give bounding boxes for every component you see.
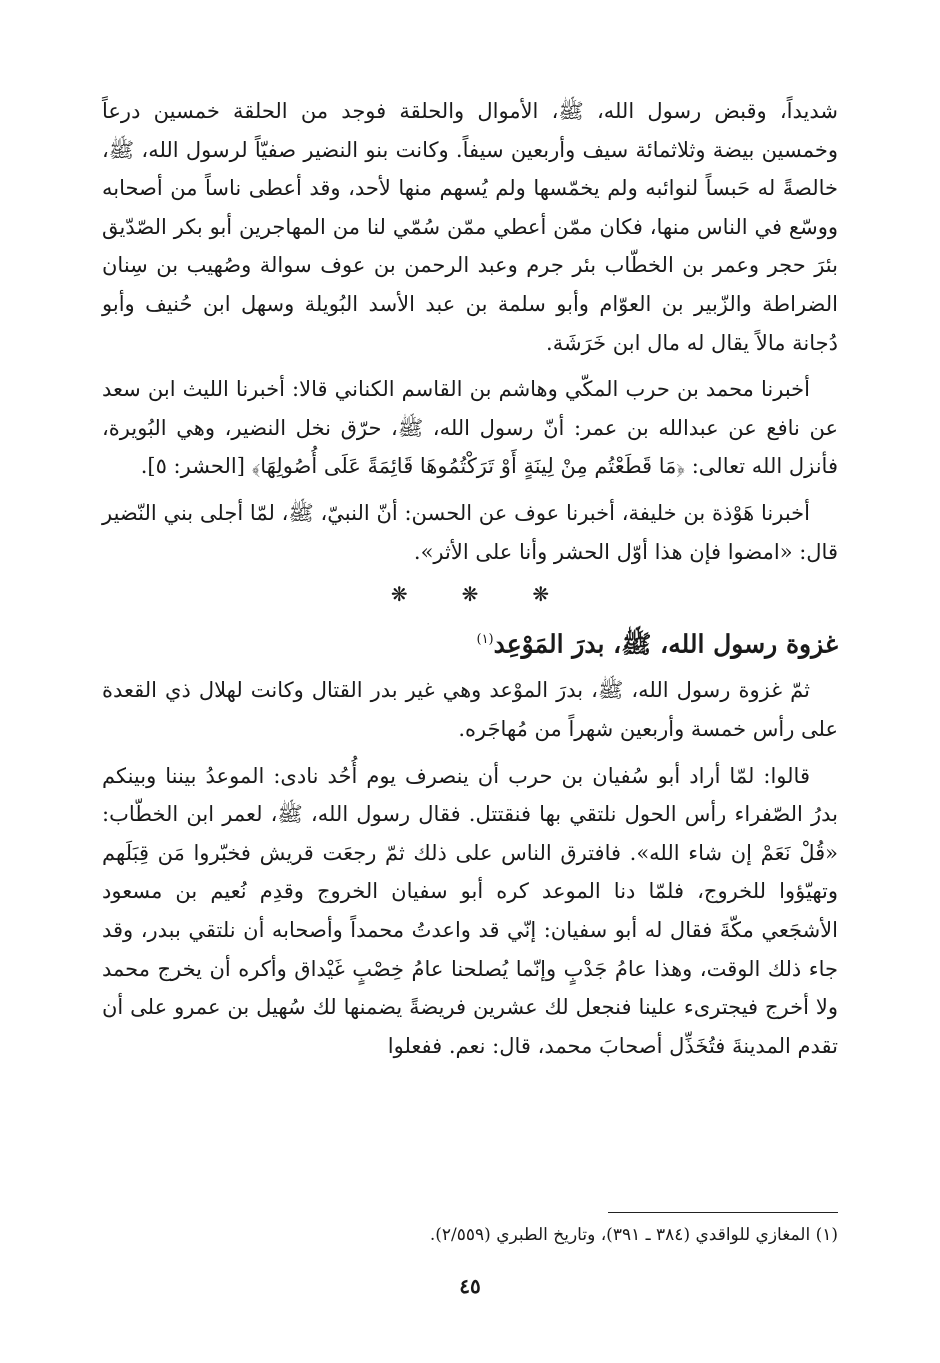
divider-star-icon: ❋ (461, 582, 479, 607)
divider-star-icon: ❋ (390, 582, 408, 607)
main-text (102, 92, 838, 1065)
footnote: (١) المغازي للواقدي (٣٨٤ ـ ٣٩١)، وتاريخ الطبري (٢/٥٥٩). (429, 1225, 838, 1245)
section-divider (102, 575, 838, 613)
footnote-reference[interactable]: (١) (476, 632, 494, 648)
paragraph-burning-palms: أخبرنا محمد بن حرب المكّي وهاشم بن القاسم الكناني قالا: أخبرنا الليث ابن سعد عن نافع عن عبدالله بن عمر: أنّ رسول الله، ﷺ، حرّق نخل النضير، وهي البُويرة، فأنزل الله تعالى: ﴿مَا قَطَعْتُم مِنْ لِينَةٍ أَوْ تَرَكْتُمُوهَا قَائِمَةً عَلَى أُصُولِهَا﴾ [الحشر: ٥]. (102, 377, 838, 479)
footnote-separator (608, 1212, 838, 1213)
divider-star-icon: ❋ (532, 582, 550, 607)
paragraph-banu-nadir-spoils: شديداً، وقبض رسول الله، ﷺ، الأموال والحلقة فوجد من الحلقة خمسين درعاً وخمسين بيضة وثلاثمائة سيف وأربعين سيفاً. وكانت بنو النضير صفيّاً لرسول الله، ﷺ، خالصةً له حَبساً لنوائبه ولم يخمّسها ولم يُسهم منها لأحد، وقد أعطى ناساً من أصحابه ووسّع في الناس منها، فكان ممّن أعطي ممّن سُمّي لنا من المهاجرين أبو بكر الصّدّيق بئرَ حجر وعمر بن الخطّاب بئر جرم وعبد الرحمن بن عوف سوالة وصُهيب بن سِنان الضراطة والزّبير بن العوّام وأبو سلمة بن عبد الأسد البُويلة وسهل ابن حُنيف وأبو دُجانة مالاً يقال له مال ابن خَرَشَة. (102, 99, 838, 355)
page-number: ٤٥ (459, 1274, 481, 1298)
section-heading (102, 619, 838, 665)
section-title: غزوة رسول الله، ﷺ، بدرَ المَوْعِد (493, 629, 838, 659)
paragraph-abu-sufyan: قالوا: لمّا أراد أبو سُفيان بن حرب أن ينصرف يوم أُحُد نادى: الموعدُ بيننا وبينكم بدرُ الصّفراء رأس الحول نلتقي بها فنقتتل. فقال رسول الله، ﷺ، لعمر ابن الخطّاب: «قُلْ نَعَمْ إن شاء الله». فافترق الناس على ذلك ثمّ رجعَت قريش فخبّروا مَن قِبَلَهم وتهيّؤوا للخروج، فلمّا دنا الموعد كره أبو سفيان الخروج وقدِم نُعيم بن مسعود الأشجَعي مكّةَ فقال له أبو سفيان: إنّي قد واعدتُ محمداً وأصحابه أن نلتقي ببدر، وقد جاء ذلك الوقت، وهذا عامُ جَدْبٍ وإنّما يُصلحنا عامُ خِصْبٍ غَيْداق وأكره أن يخرج محمد ولا أخرج فيجترىء علينا فنجعل لك عشرين فريضةً يضمنها لك سُهيل بن عمرو على أن تقدم المدينةَ فتُخَذِّل أصحابَ محمد، قال: نعم. ففعلوا (102, 763, 838, 1058)
paragraph-expulsion: أخبرنا هَوْذة بن خليفة، أخبرنا عوف عن الحسن: أنّ النبيّ، ﷺ، لمّا أجلى بني النّضير قال: «امضوا فإن هذا أوّل الحشر وأنا على الأثر». (102, 500, 838, 564)
paragraph-badr-mawid-intro: ثمّ غزوة رسول الله، ﷺ، بدرَ الموْعد وهي غير بدر القتال وكانت لهلال ذي القعدة على رأس خمسة وأربعين شهراً من مُهاجَره. (102, 678, 838, 742)
